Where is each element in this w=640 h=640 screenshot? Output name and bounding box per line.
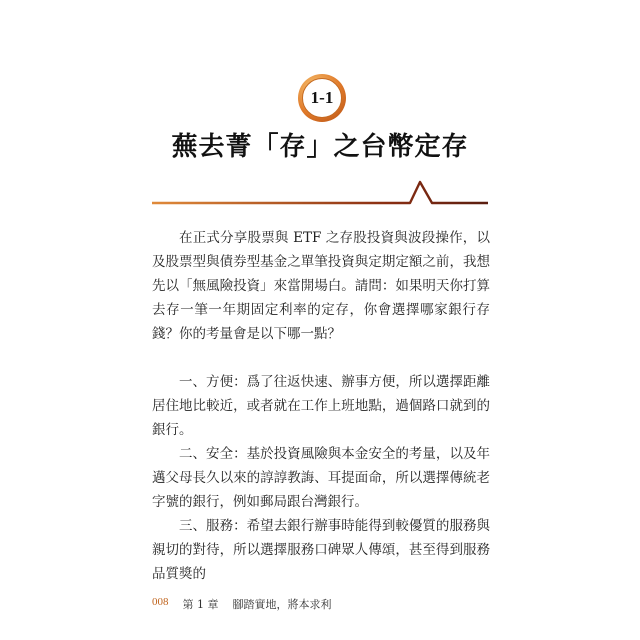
chapter-badge (298, 74, 346, 122)
option-safety: 二、安全：基於投資風險與本金安全的考量，以及年邁父母長久以來的諄諄教誨、耳提面命，所以選擇傳統老字號的銀行，例如郵局跟台灣銀行。 (152, 446, 490, 510)
chapter-number: 1-1 (302, 78, 342, 118)
page-number: 008 (152, 596, 169, 608)
intro-paragraph: 在正式分享股票與 ETF 之存股投資與波段操作，以及股票型與債券型基金之單筆投資與定期定額之前，我想先以「無風險投資」來當開場白。請問：如果明天你打算去存一筆一年期固定利率的定存，你會選擇哪家銀行存錢？你的考量會是以下哪一點？ (152, 230, 490, 342)
option-convenience: 一、方便：爲了往返快速、辦事方便，所以選擇距離居住地比較近，或者就在工作上班地點，過個路口就到的銀行。 (152, 374, 490, 438)
chapter-title: 腳踏實地，將本求利 (232, 598, 332, 611)
option-service: 三、服務：希望去銀行辦事時能得到較優質的服務與親切的對待，所以選擇服務口碑眾人傳頌，甚至得到服務品質獎的 (152, 518, 490, 582)
chapter-label: 第 1 章 (182, 598, 219, 611)
section-title: 蕪去菁「存」之台幣定存 (171, 132, 469, 162)
page-footer (152, 596, 332, 612)
decorative-rule (152, 178, 488, 208)
body-text (152, 226, 490, 586)
